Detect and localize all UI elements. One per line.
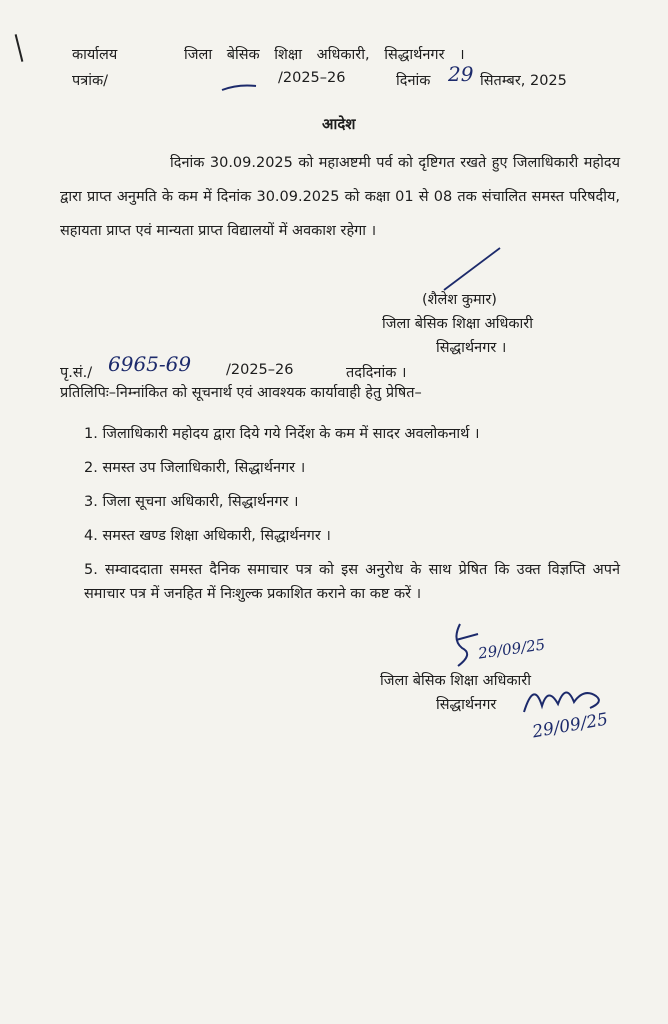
list-item: 4. समस्त खण्ड शिक्षा अधिकारी, सिद्धार्थनगर ।	[84, 528, 331, 544]
footer-place: सिद्धार्थनगर	[436, 697, 497, 713]
footer-designation: जिला बेसिक शिक्षा अधिकारी	[380, 673, 531, 689]
copy-ref-label: पृ.सं./	[60, 365, 93, 381]
handwritten-date-2: 29/09/25	[530, 709, 610, 743]
copy-ref-year: /2025–26	[226, 362, 294, 378]
margin-mark	[15, 34, 24, 62]
office-name: जिला बेसिक शिक्षा अधिकारी, सिद्धार्थनगर ।	[184, 47, 465, 63]
handwritten-date-1: 29/09/25	[477, 635, 547, 663]
list-item: 2. समस्त उप जिलाधिकारी, सिद्धार्थनगर ।	[84, 460, 306, 476]
date-handwritten: 29	[448, 62, 474, 86]
date-label: दिनांक	[396, 73, 431, 89]
signatory-place: सिद्धार्थनगर ।	[436, 340, 507, 356]
date-rest: सितम्बर, 2025	[480, 73, 567, 89]
copy-ref-handwritten: 6965-69	[108, 352, 192, 376]
ref-label: पत्रांक/	[72, 73, 109, 89]
ref-dash-mark	[220, 80, 260, 94]
signatory-designation: जिला बेसिक शिक्षा अधिकारी	[382, 316, 533, 332]
list-item: 3. जिला सूचना अधिकारी, सिद्धार्थनगर ।	[84, 494, 299, 510]
ref-year: /2025–26	[278, 70, 346, 86]
list-item: 1. जिलाधिकारी महोदय द्वारा दिये गये निर्देश के कम में सादर अवलोकनार्थ ।	[84, 426, 480, 442]
order-body: दिनांक 30.09.2025 को महाअष्टमी पर्व को दृष्टिगत रखते हुए जिलाधिकारी महोदय द्वारा प्राप्त अनुमति के कम में दिनांक 30.09.2025 को कक्षा 01 से 08 तक संचालित समस्त परिषदीय, सहायता प्राप्त एवं मान्यता प्राप्त विद्यालयों में अवकाश रहेगा ।	[60, 155, 620, 239]
copy-intro: प्रतिलिपिः–निम्नांकित को सूचनार्थ एवं आवश्यक कार्यावाही हेतु प्रेषित–	[60, 385, 422, 401]
order-title: आदेश	[322, 115, 356, 133]
signatory-name: (शैलेश कुमार)	[422, 292, 497, 308]
list-item: 5. सम्वाददाता समस्त दैनिक समाचार पत्र को इस अनुरोध के साथ प्रेषित कि उक्त विज्ञप्ति अपने समाचार पत्र में जनहित में निःशुल्क प्रकाशित कराने का कष्ट करें ।	[84, 562, 620, 602]
signature-stroke	[440, 244, 510, 294]
office-label: कार्यालय	[72, 47, 118, 63]
copy-date: तददिनांक ।	[346, 365, 407, 381]
